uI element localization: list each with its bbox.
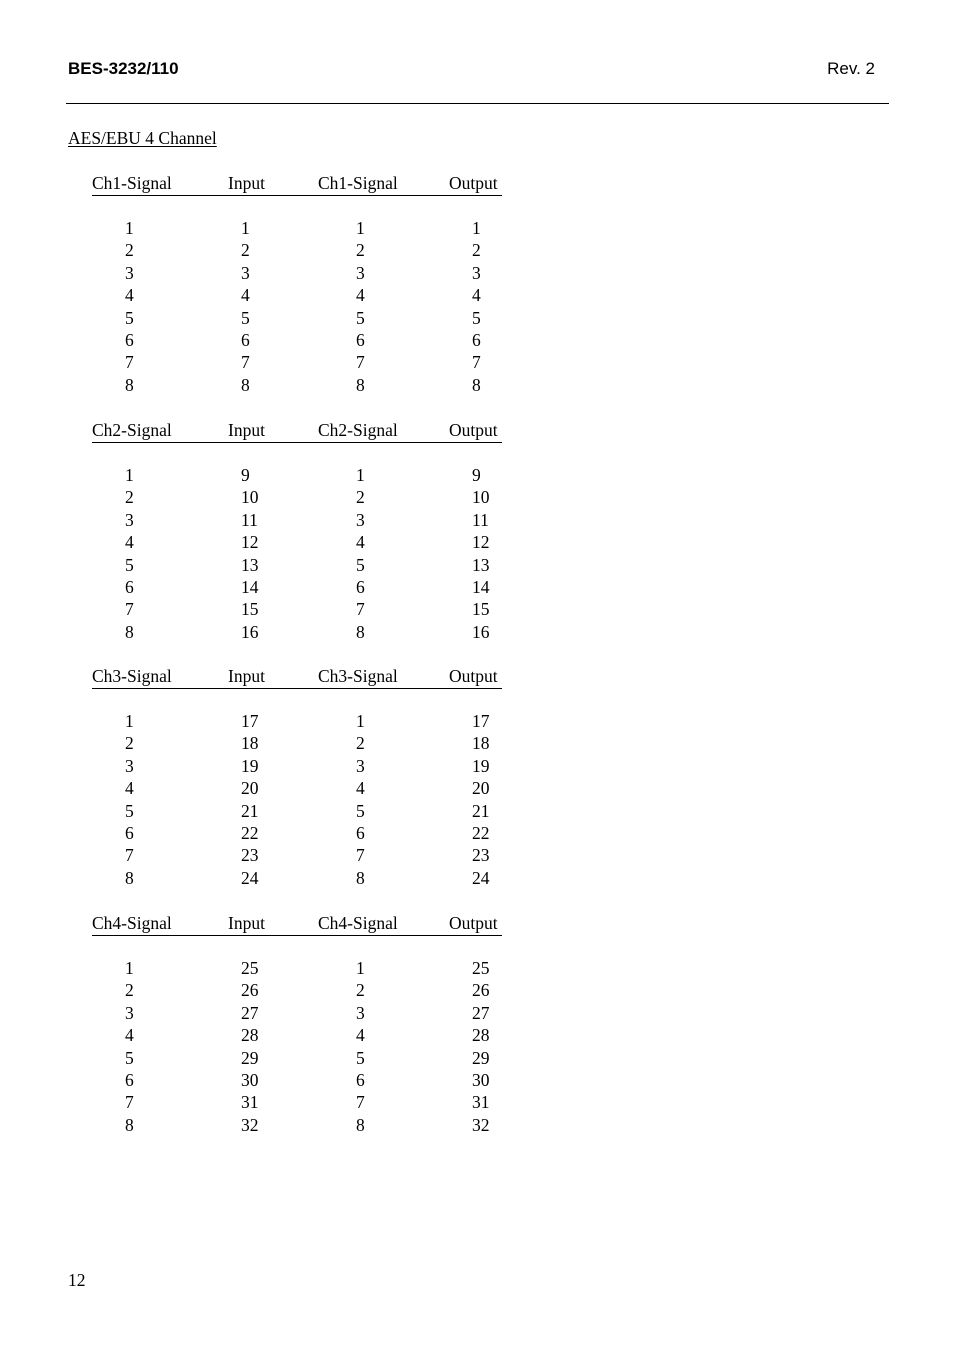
signal-in-cell: 2 — [125, 240, 134, 261]
output-cell: 15 — [472, 599, 490, 620]
table-row — [0, 263, 954, 285]
input-cell: 25 — [241, 958, 259, 978]
signal-out-cell: 7 — [356, 845, 365, 866]
channel-table-header — [92, 173, 502, 196]
signal-out-cell: 4 — [356, 285, 365, 306]
page-number: 12 — [68, 1270, 86, 1290]
output-cell: 4 — [472, 285, 481, 306]
table-row — [0, 711, 954, 733]
signal-out-cell: 8 — [356, 1114, 365, 1135]
signal-out-cell: 4 — [356, 778, 365, 799]
output-cell: 10 — [472, 487, 490, 508]
signal-out-cell: 2 — [356, 980, 365, 1001]
signal-in-cell: 8 — [125, 621, 134, 642]
table-row — [0, 778, 954, 800]
input-cell: 9 — [241, 465, 250, 485]
output-cell: 25 — [472, 958, 490, 978]
table-row — [0, 330, 954, 352]
input-cell: 4 — [241, 285, 250, 306]
table-row — [0, 308, 954, 330]
signal-in-cell: 4 — [125, 1025, 134, 1046]
signal-in-cell: 4 — [125, 778, 134, 799]
input-cell: 17 — [241, 711, 259, 731]
signal-out-cell: 1 — [356, 465, 365, 485]
output-cell: 6 — [472, 330, 481, 350]
table-row — [0, 733, 954, 755]
input-header: Input — [228, 913, 265, 933]
output-cell: 13 — [472, 554, 490, 575]
signal-out-cell: 6 — [356, 823, 365, 843]
signal-in-cell: 8 — [125, 374, 134, 395]
input-cell: 7 — [241, 352, 250, 373]
table-row — [0, 622, 954, 644]
output-cell: 23 — [472, 845, 490, 866]
signal-in-header: Ch2-Signal — [92, 420, 172, 440]
output-cell: 29 — [472, 1047, 490, 1068]
input-cell: 2 — [241, 240, 250, 261]
table-row — [0, 352, 954, 374]
signal-in-cell: 5 — [125, 554, 134, 575]
signal-out-cell: 3 — [356, 262, 365, 283]
table-row — [0, 845, 954, 867]
table-row — [0, 555, 954, 577]
input-cell: 29 — [241, 1047, 259, 1068]
table-row — [0, 801, 954, 823]
signal-in-cell: 7 — [125, 1092, 134, 1113]
signal-out-cell: 3 — [356, 509, 365, 530]
signal-out-cell: 1 — [356, 711, 365, 731]
output-cell: 17 — [472, 711, 490, 731]
signal-out-cell: 1 — [356, 218, 365, 238]
output-cell: 24 — [472, 867, 490, 888]
signal-in-cell: 2 — [125, 733, 134, 754]
signal-in-cell: 1 — [125, 958, 134, 978]
signal-in-cell: 7 — [125, 599, 134, 620]
document-id: BES-3232/110 — [68, 59, 179, 78]
input-cell: 22 — [241, 823, 259, 843]
output-cell: 28 — [472, 1025, 490, 1046]
signal-in-cell: 3 — [125, 262, 134, 283]
output-cell: 2 — [472, 240, 481, 261]
input-cell: 5 — [241, 307, 250, 328]
table-row — [0, 958, 954, 980]
input-cell: 26 — [241, 980, 259, 1001]
output-header: Output — [449, 666, 498, 686]
signal-out-cell: 1 — [356, 958, 365, 978]
output-cell: 9 — [472, 465, 481, 485]
signal-out-header: Ch4-Signal — [318, 913, 398, 933]
input-cell: 20 — [241, 778, 259, 799]
output-cell: 12 — [472, 532, 490, 553]
table-row — [0, 868, 954, 890]
table-row — [0, 218, 954, 240]
output-cell: 11 — [472, 509, 489, 530]
table-row — [0, 1003, 954, 1025]
signal-out-cell: 3 — [356, 755, 365, 776]
input-header: Input — [228, 173, 265, 193]
signal-in-header: Ch4-Signal — [92, 913, 172, 933]
output-cell: 21 — [472, 800, 490, 821]
signal-in-cell: 2 — [125, 980, 134, 1001]
input-cell: 21 — [241, 800, 259, 821]
input-cell: 16 — [241, 621, 259, 642]
table-row — [0, 823, 954, 845]
input-header: Input — [228, 420, 265, 440]
signal-in-cell: 2 — [125, 487, 134, 508]
input-cell: 30 — [241, 1070, 259, 1090]
signal-in-cell: 5 — [125, 307, 134, 328]
signal-in-cell: 6 — [125, 1070, 134, 1090]
output-header: Output — [449, 173, 498, 193]
signal-out-cell: 4 — [356, 1025, 365, 1046]
signal-out-cell: 2 — [356, 733, 365, 754]
output-cell: 32 — [472, 1114, 490, 1135]
signal-in-cell: 6 — [125, 330, 134, 350]
output-header: Output — [449, 913, 498, 933]
output-cell: 30 — [472, 1070, 490, 1090]
input-cell: 18 — [241, 733, 259, 754]
signal-in-cell: 4 — [125, 532, 134, 553]
output-cell: 20 — [472, 778, 490, 799]
output-cell: 8 — [472, 374, 481, 395]
output-cell: 18 — [472, 733, 490, 754]
table-row — [0, 487, 954, 509]
input-cell: 13 — [241, 554, 259, 575]
signal-out-cell: 5 — [356, 1047, 365, 1068]
output-cell: 31 — [472, 1092, 490, 1113]
table-row — [0, 1092, 954, 1114]
input-cell: 12 — [241, 532, 259, 553]
signal-in-cell: 8 — [125, 1114, 134, 1135]
signal-out-cell: 6 — [356, 1070, 365, 1090]
signal-in-cell: 7 — [125, 352, 134, 373]
table-row — [0, 1115, 954, 1137]
signal-out-cell: 3 — [356, 1002, 365, 1023]
table-row — [0, 240, 954, 262]
table-row — [0, 532, 954, 554]
input-cell: 6 — [241, 330, 250, 350]
output-cell: 26 — [472, 980, 490, 1001]
signal-in-cell: 8 — [125, 867, 134, 888]
table-row — [0, 510, 954, 532]
signal-out-header: Ch3-Signal — [318, 666, 398, 686]
signal-out-cell: 8 — [356, 374, 365, 395]
revision-label: Rev. 2 — [827, 59, 875, 78]
signal-in-cell: 3 — [125, 1002, 134, 1023]
header-divider — [66, 103, 889, 104]
signal-in-cell: 1 — [125, 218, 134, 238]
signal-out-cell: 5 — [356, 307, 365, 328]
signal-in-cell: 7 — [125, 845, 134, 866]
input-cell: 10 — [241, 487, 259, 508]
signal-out-cell: 2 — [356, 240, 365, 261]
input-cell: 19 — [241, 755, 259, 776]
input-cell: 24 — [241, 867, 259, 888]
output-cell: 7 — [472, 352, 481, 373]
signal-in-cell: 6 — [125, 577, 134, 597]
signal-out-cell: 6 — [356, 577, 365, 597]
signal-out-cell: 7 — [356, 352, 365, 373]
table-row — [0, 1048, 954, 1070]
signal-in-cell: 5 — [125, 1047, 134, 1068]
signal-in-cell: 3 — [125, 509, 134, 530]
signal-out-cell: 5 — [356, 800, 365, 821]
output-cell: 16 — [472, 621, 490, 642]
table-row — [0, 1070, 954, 1092]
signal-in-cell: 5 — [125, 800, 134, 821]
signal-out-cell: 5 — [356, 554, 365, 575]
channel-table-header — [92, 420, 502, 443]
table-row — [0, 756, 954, 778]
output-header: Output — [449, 420, 498, 440]
table-row — [0, 1025, 954, 1047]
input-cell: 27 — [241, 1002, 259, 1023]
signal-in-cell: 1 — [125, 711, 134, 731]
signal-out-cell: 8 — [356, 867, 365, 888]
signal-in-cell: 4 — [125, 285, 134, 306]
output-cell: 14 — [472, 577, 490, 597]
output-cell: 22 — [472, 823, 490, 843]
input-cell: 31 — [241, 1092, 259, 1113]
output-cell: 5 — [472, 307, 481, 328]
table-row — [0, 980, 954, 1002]
input-cell: 23 — [241, 845, 259, 866]
input-header: Input — [228, 666, 265, 686]
output-cell: 1 — [472, 218, 481, 238]
output-cell: 19 — [472, 755, 490, 776]
input-cell: 28 — [241, 1025, 259, 1046]
input-cell: 1 — [241, 218, 250, 238]
signal-in-cell: 3 — [125, 755, 134, 776]
signal-in-header: Ch1-Signal — [92, 173, 172, 193]
signal-out-cell: 4 — [356, 532, 365, 553]
input-cell: 11 — [241, 509, 258, 530]
table-row — [0, 599, 954, 621]
table-row — [0, 375, 954, 397]
signal-in-cell: 1 — [125, 465, 134, 485]
input-cell: 3 — [241, 262, 250, 283]
signal-out-cell: 8 — [356, 621, 365, 642]
table-row — [0, 285, 954, 307]
signal-out-cell: 2 — [356, 487, 365, 508]
output-cell: 3 — [472, 262, 481, 283]
input-cell: 14 — [241, 577, 259, 597]
signal-out-header: Ch2-Signal — [318, 420, 398, 440]
signal-in-header: Ch3-Signal — [92, 666, 172, 686]
input-cell: 8 — [241, 374, 250, 395]
channel-table-header — [92, 666, 502, 689]
signal-out-header: Ch1-Signal — [318, 173, 398, 193]
section-title: AES/EBU 4 Channel — [68, 128, 217, 148]
signal-out-cell: 6 — [356, 330, 365, 350]
signal-out-cell: 7 — [356, 1092, 365, 1113]
input-cell: 15 — [241, 599, 259, 620]
output-cell: 27 — [472, 1002, 490, 1023]
input-cell: 32 — [241, 1114, 259, 1135]
channel-table-header — [92, 913, 502, 936]
signal-out-cell: 7 — [356, 599, 365, 620]
signal-in-cell: 6 — [125, 823, 134, 843]
table-row — [0, 577, 954, 599]
table-row — [0, 465, 954, 487]
